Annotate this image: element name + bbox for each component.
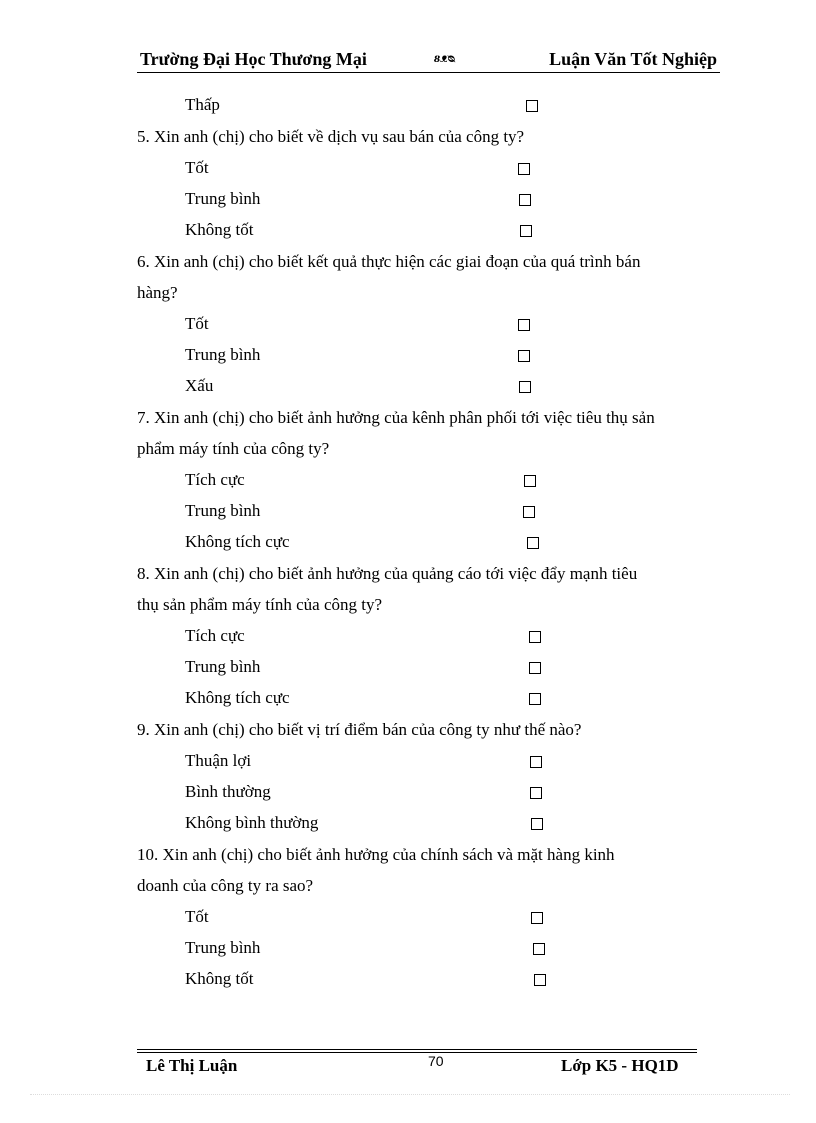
option-checkbox[interactable]: [527, 537, 539, 549]
option-label: Tích cực: [185, 626, 245, 645]
option-checkbox[interactable]: [529, 693, 541, 705]
option-checkbox[interactable]: [520, 225, 532, 237]
question-line: doanh của công ty ra sao?: [137, 876, 314, 895]
question-line: phẩm máy tính của công ty?: [137, 439, 330, 458]
question-line: thụ sản phẩm máy tính của công ty?: [137, 595, 383, 614]
question-line: 7. Xin anh (chị) cho biết ảnh hưởng của kênh phân phối tới việc tiêu thụ sản: [137, 408, 655, 427]
option-checkbox[interactable]: [531, 818, 543, 830]
option-label: Không tích cực: [185, 688, 290, 707]
option-checkbox[interactable]: [529, 662, 541, 674]
option-label: Không tốt: [185, 220, 254, 239]
footer-rule-thick: [137, 1052, 697, 1053]
option-checkbox[interactable]: [530, 756, 542, 768]
option-checkbox[interactable]: [519, 194, 531, 206]
option-checkbox[interactable]: [519, 381, 531, 393]
option-checkbox[interactable]: [518, 163, 530, 175]
option-label: Trung bình: [185, 189, 261, 208]
option-checkbox[interactable]: [533, 943, 545, 955]
option-label: Xấu: [185, 376, 214, 395]
option-checkbox[interactable]: [518, 350, 530, 362]
question-line: hàng?: [137, 283, 178, 302]
author-name: Lê Thị Luận: [146, 1056, 238, 1075]
footer-rule: [137, 1049, 697, 1050]
option-checkbox[interactable]: [518, 319, 530, 331]
question-line: 8. Xin anh (chị) cho biết ảnh hưởng của quảng cáo tới việc đẩy mạnh tiêu: [137, 564, 638, 583]
option-checkbox[interactable]: [529, 631, 541, 643]
thesis-label: Luận Văn Tốt Nghiệp: [549, 49, 717, 69]
page-header: [137, 48, 720, 73]
option-checkbox[interactable]: [531, 912, 543, 924]
page-number: 70: [428, 1053, 444, 1069]
option-label: Thuận lợi: [185, 751, 252, 770]
option-label: Tốt: [185, 314, 209, 333]
option-checkbox[interactable]: [524, 475, 536, 487]
question-line: 6. Xin anh (chị) cho biết kết quả thực hiện các giai đoạn của quá trình bán: [137, 252, 641, 271]
question-line: 9. Xin anh (chị) cho biết vị trí điểm bán của công ty như thế nào?: [137, 720, 582, 739]
option-label: Tốt: [185, 907, 209, 926]
option-label: Tốt: [185, 158, 209, 177]
option-label: Trung bình: [185, 501, 261, 520]
question-line: 5. Xin anh (chị) cho biết về dịch vụ sau bán của công ty?: [137, 127, 525, 146]
option-label: Trung bình: [185, 938, 261, 957]
option-label: Tích cực: [185, 470, 245, 489]
option-label: Không bình thường: [185, 813, 319, 832]
school-name: Trường Đại Học Thương Mại: [140, 49, 367, 69]
option-label: Không tốt: [185, 969, 254, 988]
question-line: 10. Xin anh (chị) cho biết ảnh hưởng của chính sách và mặt hàng kinh: [137, 845, 615, 864]
option-checkbox[interactable]: [530, 787, 542, 799]
option-label: Bình thường: [185, 782, 271, 801]
option-label: Thấp: [185, 95, 220, 114]
option-checkbox[interactable]: [523, 506, 535, 518]
option-label: Không tích cực: [185, 532, 290, 551]
class-name: Lớp K5 - HQ1D: [561, 1056, 679, 1075]
header-ornament: ᴕᴥᴓ: [434, 51, 455, 66]
option-checkbox[interactable]: [526, 100, 538, 112]
page-edge-dots: [30, 1094, 790, 1095]
option-checkbox[interactable]: [534, 974, 546, 986]
option-label: Trung bình: [185, 657, 261, 676]
option-label: Trung bình: [185, 345, 261, 364]
